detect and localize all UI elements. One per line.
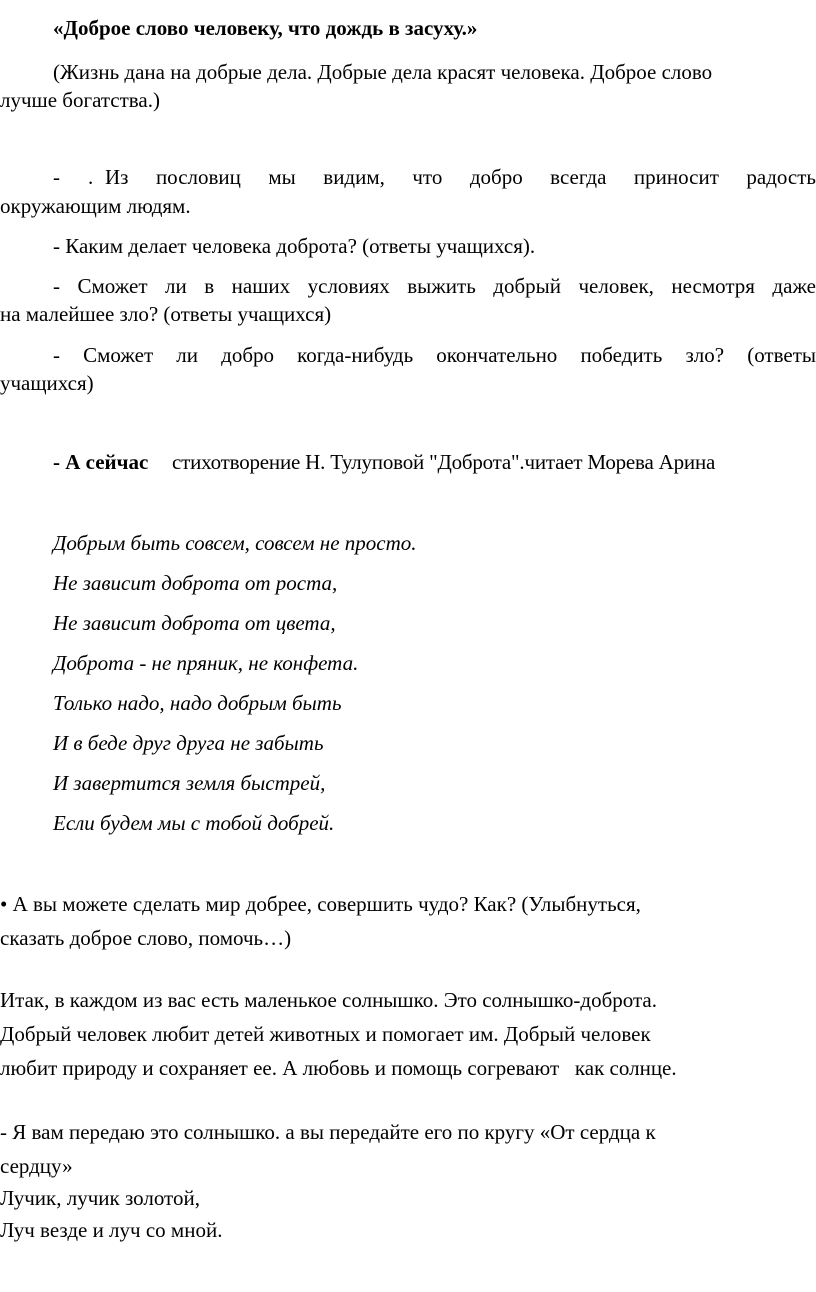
paragraph-line-1: Из пословиц мы видим, что добро всегда приносит радость: [105, 165, 816, 189]
intro-bold: - А сейчас: [53, 450, 149, 474]
pass-line-1: - Я вам передаю это солнышко. а вы передайте его по кругу «От сердца к: [0, 1120, 656, 1144]
paragraph-dot: .: [88, 165, 94, 189]
intro-text: стихотворение Н. Тулуповой "Доброта".читает Морева Арина: [172, 450, 716, 474]
chant-line-2: Луч везде и луч со мной.: [0, 1218, 223, 1242]
poem-line-2: Не зависит доброта от роста,: [53, 571, 338, 595]
poem-line-1: Добрым быть совсем, совсем не просто.: [53, 531, 417, 555]
proverbs-line-2: лучше богатства.): [0, 88, 160, 112]
question-2-line-1: - Сможет ли в наших условиях выжить добрый человек, несмотря даже: [53, 274, 816, 298]
paragraph-dash: -: [53, 165, 60, 189]
poem-line-3: Не зависит доброта от цвета,: [53, 611, 336, 635]
summary-line-3: любит природу и сохраняет ее. А любовь и помощь согревают как солнце.: [0, 1056, 677, 1080]
document-title: «Доброе слово человеку, что дождь в засуху.»: [53, 16, 478, 40]
poem-line-4: Доброта - не пряник, не конфета.: [53, 651, 359, 675]
summary-line-2: Добрый человек любит детей животных и помогает им. Добрый человек: [0, 1022, 651, 1046]
proverbs-line-1: (Жизнь дана на добрые дела. Добрые дела красят человека. Доброе слово: [53, 60, 713, 84]
question-3-line-2: учащихся): [0, 371, 94, 395]
bullet-line-1: • А вы можете сделать мир добрее, совершить чудо? Как? (Улыбнуться,: [0, 892, 641, 916]
summary-line-1: Итак, в каждом из вас есть маленькое солнышко. Это солнышко-доброта.: [0, 988, 657, 1012]
poem-line-7: И завертится земля быстрей,: [53, 771, 326, 795]
poem-line-8: Если будем мы с тобой добрей.: [53, 811, 335, 835]
poem-line-5: Только надо, надо добрым быть: [53, 691, 342, 715]
bullet-line-2: сказать доброе слово, помочь…): [0, 926, 292, 950]
poem-line-6: И в беде друг друга не забыть: [53, 731, 324, 755]
question-3-line-1: - Сможет ли добро когда-нибудь окончательно победить зло? (ответы: [53, 343, 816, 367]
question-1: - Каким делает человека доброта? (ответы учащихся).: [53, 234, 536, 258]
pass-line-2: сердцу»: [0, 1154, 73, 1178]
question-2-line-2: на малейшее зло? (ответы учащихся): [0, 302, 332, 326]
chant-line-1: Лучик, лучик золотой,: [0, 1186, 200, 1210]
paragraph-line-2: окружающим людям.: [0, 194, 191, 218]
